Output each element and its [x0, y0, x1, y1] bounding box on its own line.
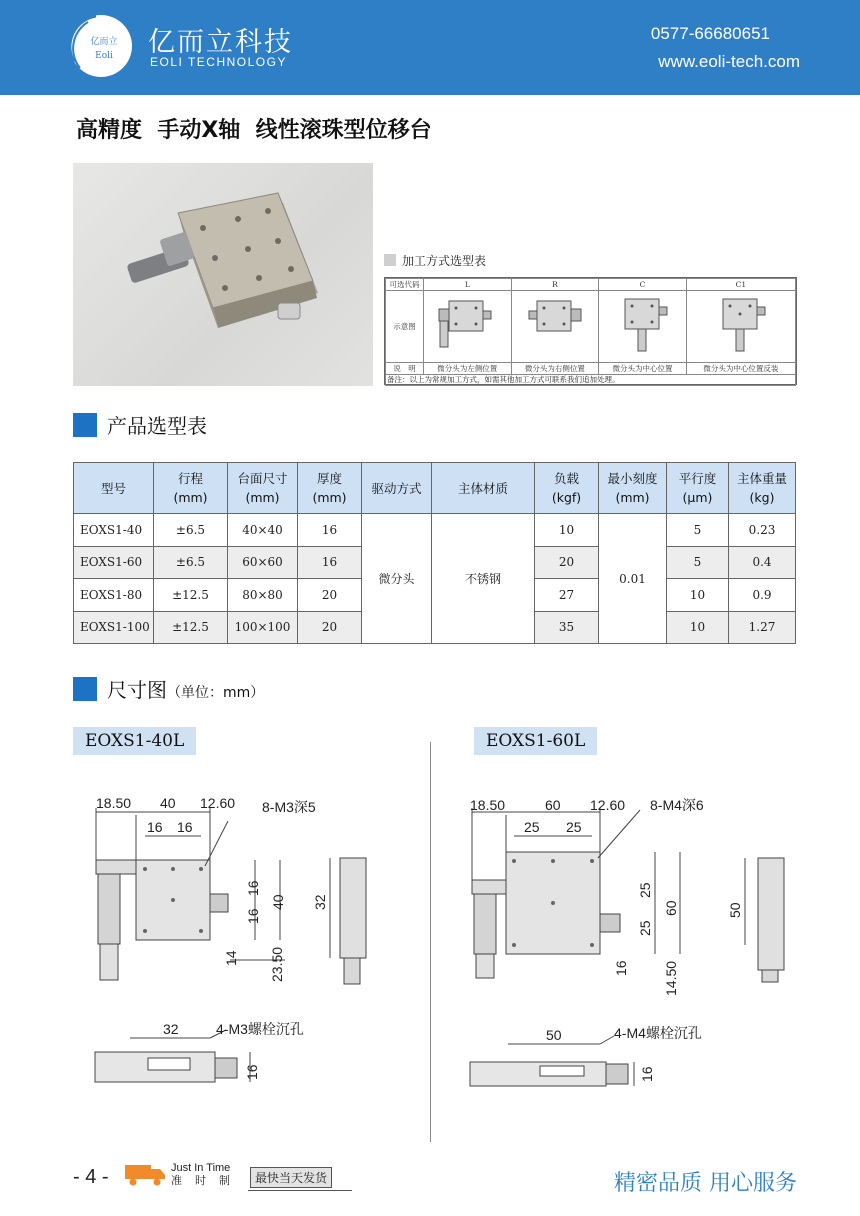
cell-size: 60×60 — [228, 546, 298, 579]
option-desc-c: 微分头为中心位置 — [599, 363, 687, 375]
spec-section-title: 产品选型表 — [73, 410, 207, 439]
cell-material: 不锈钢 — [432, 514, 535, 644]
dim-left-hole-a: 16 — [147, 819, 163, 835]
spec-header-cell: 厚度 (mm) — [298, 463, 362, 514]
phone-number: 0577-66680651 — [650, 24, 770, 43]
cell-weight: 0.23 — [729, 514, 796, 547]
dim-left-vert-b: 16 — [245, 908, 261, 924]
cell-travel: ±12.5 — [154, 579, 228, 612]
cell-model: EOXS1-100 — [74, 611, 154, 644]
cell-travel: ±6.5 — [154, 546, 228, 579]
cell-size: 100×100 — [228, 611, 298, 644]
dim-left-side: 32 — [312, 894, 328, 910]
option-code-r: R — [511, 279, 599, 291]
option-code-c: C — [599, 279, 687, 291]
process-table-note: 备注：以上为常规加工方式，如需其他加工方式可联系我们追加处理。 — [387, 375, 620, 384]
spec-header-row — [74, 463, 796, 514]
dim-left-bottom-a: 14 — [223, 950, 239, 966]
cell-parallel: 10 — [667, 611, 729, 644]
dim-left-thread: 8-M3深5 — [262, 799, 316, 815]
drawing-right — [430, 770, 860, 1210]
option-diagram-l — [424, 291, 512, 363]
spec-header-cell: 行程 (mm) — [154, 463, 228, 514]
drawing-label-right: EOXS1-60L — [474, 727, 597, 755]
spec-header-cell: 驱动方式 — [362, 463, 432, 514]
cell-size: 80×80 — [228, 579, 298, 612]
diagram-c1-icon — [711, 295, 771, 357]
diagram-r-icon — [525, 295, 585, 357]
cell-min-scale: 0.01 — [599, 514, 667, 644]
dim-right-right-offset: 12.60 — [590, 797, 626, 813]
cell-load: 10 — [535, 514, 599, 547]
spec-header-cell: 台面尺寸 (mm) — [228, 463, 298, 514]
dim-right-side: 50 — [727, 902, 743, 918]
row-diagram-label: 示意图 — [386, 291, 424, 363]
option-code-l: L — [424, 279, 512, 291]
footer-slogan: 精密品质 用心服务 — [614, 1171, 797, 1196]
cell-model: EOXS1-60 — [74, 546, 154, 579]
cell-weight: 0.9 — [729, 579, 796, 612]
section-square-icon — [73, 413, 97, 437]
cell-load: 35 — [535, 611, 599, 644]
option-diagram-c1 — [686, 291, 795, 363]
cell-size: 40×40 — [228, 514, 298, 547]
option-desc-r: 微分头为右侧位置 — [511, 363, 599, 375]
cell-drive: 微分头 — [362, 514, 432, 644]
dim-right-height: 60 — [663, 900, 679, 916]
logo-text-top: 亿而立 — [90, 37, 118, 47]
stage-photo-illustration — [73, 163, 373, 386]
dim-left-height: 40 — [270, 894, 286, 910]
brand-name-en: EOLI TECHNOLOGY — [150, 55, 287, 69]
option-diagram-r — [511, 291, 599, 363]
drawing-left — [0, 770, 430, 1210]
dim-left-offset: 18.50 — [96, 795, 132, 811]
header-bar — [0, 0, 860, 95]
dim-right-countersink: 4-M4螺栓沉孔 — [614, 1025, 702, 1041]
dim-right-thread: 8-M4深6 — [650, 797, 704, 813]
dim-left-bottom-b: 23.50 — [269, 946, 285, 982]
spec-header-cell: 主体材质 — [432, 463, 535, 514]
cell-model: EOXS1-40 — [74, 514, 154, 547]
dim-right-width: 60 — [545, 797, 561, 813]
cell-parallel: 5 — [667, 546, 729, 579]
page-title: 高精度 手动X轴 线性滚珠型位移台 — [76, 118, 432, 143]
row-desc-label: 说 明 — [386, 363, 424, 375]
cell-travel: ±12.5 — [154, 611, 228, 644]
spec-header-cell: 负载 (kgf) — [535, 463, 599, 514]
option-code-c1: C1 — [686, 279, 795, 291]
spec-header-cell: 最小刻度 (mm) — [599, 463, 667, 514]
spec-header-cell: 型号 — [74, 463, 154, 514]
dim-right-hole-a: 25 — [524, 819, 540, 835]
footer-underline — [248, 1190, 352, 1191]
dim-left-hole-b: 16 — [177, 819, 193, 835]
dim-right-bottom-b: 14.50 — [663, 960, 679, 996]
website-url[interactable]: www.eoli-tech.com — [658, 52, 800, 71]
dim-left-countersink: 4-M3螺栓沉孔 — [216, 1021, 304, 1037]
logo-text-bottom: Eoli — [95, 51, 113, 61]
fast-delivery-badge: 最快当天发货 — [250, 1167, 332, 1188]
diagram-l-icon — [437, 295, 497, 357]
cell-model: EOXS1-80 — [74, 579, 154, 612]
option-diagram-c — [599, 291, 687, 363]
dim-right-bottom-a: 16 — [613, 960, 629, 976]
page-number: - 4 - — [73, 1166, 109, 1188]
cell-load: 27 — [535, 579, 599, 612]
table-row — [74, 514, 796, 547]
drawing-label-left: EOXS1-40L — [73, 727, 196, 755]
cell-thickness: 20 — [298, 611, 362, 644]
cell-parallel: 5 — [667, 514, 729, 547]
spec-header-cell: 主体重量 (kg) — [729, 463, 796, 514]
dim-right-vert-a: 25 — [637, 882, 653, 898]
dim-right-vert-b: 25 — [637, 920, 653, 936]
cell-travel: ±6.5 — [154, 514, 228, 547]
product-photo — [73, 163, 373, 386]
cell-parallel: 10 — [667, 579, 729, 612]
diagram-c-icon — [613, 295, 673, 357]
process-table-heading: 加工方式选型表 — [384, 252, 486, 269]
truck-icon — [123, 1162, 167, 1188]
spec-header-cell: 平行度 (μm) — [667, 463, 729, 514]
dimension-section-title: 尺寸图（单位：mm） — [73, 674, 264, 703]
dim-right-bottom-thickness: 16 — [639, 1066, 655, 1082]
dim-right-offset: 18.50 — [470, 797, 506, 813]
dim-left-width: 40 — [160, 795, 176, 811]
cell-load: 20 — [535, 546, 599, 579]
dim-left-bottom-thickness: 16 — [244, 1064, 260, 1080]
cell-weight: 0.4 — [729, 546, 796, 579]
dim-left-bottom-spacing: 32 — [163, 1021, 179, 1037]
cell-thickness: 20 — [298, 579, 362, 612]
dim-right-hole-b: 25 — [566, 819, 582, 835]
option-desc-l: 微分头为左侧位置 — [424, 363, 512, 375]
dim-right-bottom-spacing: 50 — [546, 1027, 562, 1043]
row-code-label: 可选代码 — [386, 279, 424, 291]
dim-left-vert-a: 16 — [245, 880, 261, 896]
spec-table — [73, 462, 796, 644]
logo-icon — [66, 10, 136, 82]
dim-left-right-offset: 12.60 — [200, 795, 236, 811]
just-in-time: Just In Time 准时制 — [171, 1162, 243, 1187]
cell-weight: 1.27 — [729, 611, 796, 644]
cell-thickness: 16 — [298, 514, 362, 547]
heading-square-icon — [384, 254, 396, 266]
process-table — [384, 277, 797, 385]
option-desc-c1: 微分头为中心位置反装 — [686, 363, 795, 375]
brand-name-cn: 亿而立科技 — [148, 27, 293, 58]
cell-thickness: 16 — [298, 546, 362, 579]
section-square-icon — [73, 677, 97, 701]
